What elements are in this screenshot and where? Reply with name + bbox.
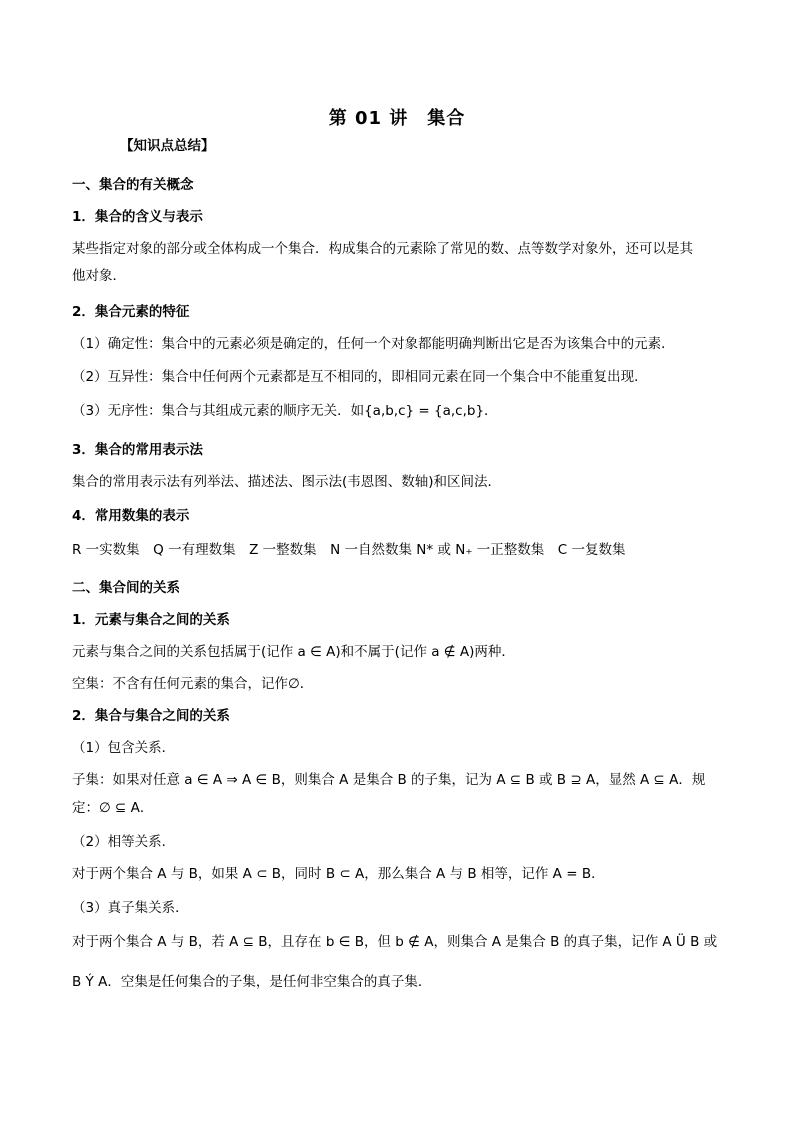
item-1-2-para-3: （3）无序性：集合与其组成元素的顺序无关．如{a,b,c} = {a,c,b}． bbox=[72, 403, 498, 419]
item-2-1-para-1: 元素与集合之间的关系包括属于(记作 a ∈ A)和不属于(记作 a ∉ A)两种． bbox=[72, 644, 515, 660]
item-2-2-para-1: （1）包含关系． bbox=[72, 740, 176, 756]
item-2-2-heading: 2．集合与集合之间的关系 bbox=[72, 708, 230, 724]
item-1-4-heading: 4．常用数集的表示 bbox=[72, 508, 190, 524]
item-1-3-heading: 3．集合的常用表示法 bbox=[72, 442, 203, 458]
item-1-1-para-1: 某些指定对象的部分或全体构成一个集合．构成集合的元素除了常见的数、点等数学对象外，还可以是其 bbox=[72, 241, 693, 257]
page-title: 第 01 讲 集合 bbox=[328, 108, 466, 129]
item-2-2-para-5: 对于两个集合 A 与 B，如果 A ⊂ B，同时 B ⊂ A，那么集合 A 与 B 相等，记作 A = B． bbox=[72, 866, 605, 882]
item-2-2-para-3: 定：∅ ⊆ A． bbox=[72, 800, 154, 816]
item-2-2-para-8: B Ý A．空集是任何集合的子集，是任何非空集合的真子集． bbox=[72, 974, 432, 990]
item-2-2-para-4: （2）相等关系． bbox=[72, 834, 176, 850]
section-2-heading: 二、集合间的关系 bbox=[72, 580, 180, 596]
item-2-1-para-2: 空集：不含有任何元素的集合，记作∅． bbox=[72, 676, 314, 692]
item-1-1-heading: 1．集合的含义与表示 bbox=[72, 209, 203, 225]
item-2-2-para-2: 子集：如果对任意 a ∈ A ⇒ A ∈ B，则集合 A 是集合 B 的子集，记为 A ⊆ B 或 B ⊇ A，显然 A ⊆ A．规 bbox=[72, 772, 706, 788]
item-2-2-para-7: 对于两个集合 A 与 B，若 A ⊆ B，且存在 b ∈ B，但 b ∉ A，则集合 A 是集合 B 的真子集，记作 A Ü B 或 bbox=[72, 934, 718, 950]
section-1-heading: 一、集合的有关概念 bbox=[72, 177, 194, 193]
item-1-3-para-1: 集合的常用表示法有列举法、描述法、图示法(韦恩图、数轴)和区间法． bbox=[72, 474, 502, 490]
summary-heading: 【知识点总结】 bbox=[120, 138, 215, 154]
item-2-2-para-6: （3）真子集关系． bbox=[72, 900, 189, 916]
item-1-2-para-2: （2）互异性：集合中任何两个元素都是互不相同的，即相同元素在同一个集合中不能重复出现． bbox=[72, 369, 648, 385]
item-1-1-para-2: 他对象． bbox=[72, 268, 126, 284]
item-1-4-para-1: R 一实数集 Q 一有理数集 Z 一整数集 N 一自然数集 N* 或 N₊ 一正整数集 C 一复数集 bbox=[72, 542, 626, 558]
item-1-2-heading: 2．集合元素的特征 bbox=[72, 304, 190, 320]
item-1-2-para-1: （1）确定性：集合中的元素必须是确定的，任何一个对象都能明确判断出它是否为该集合中的元素． bbox=[72, 336, 675, 352]
item-2-1-heading: 1．元素与集合之间的关系 bbox=[72, 612, 230, 628]
